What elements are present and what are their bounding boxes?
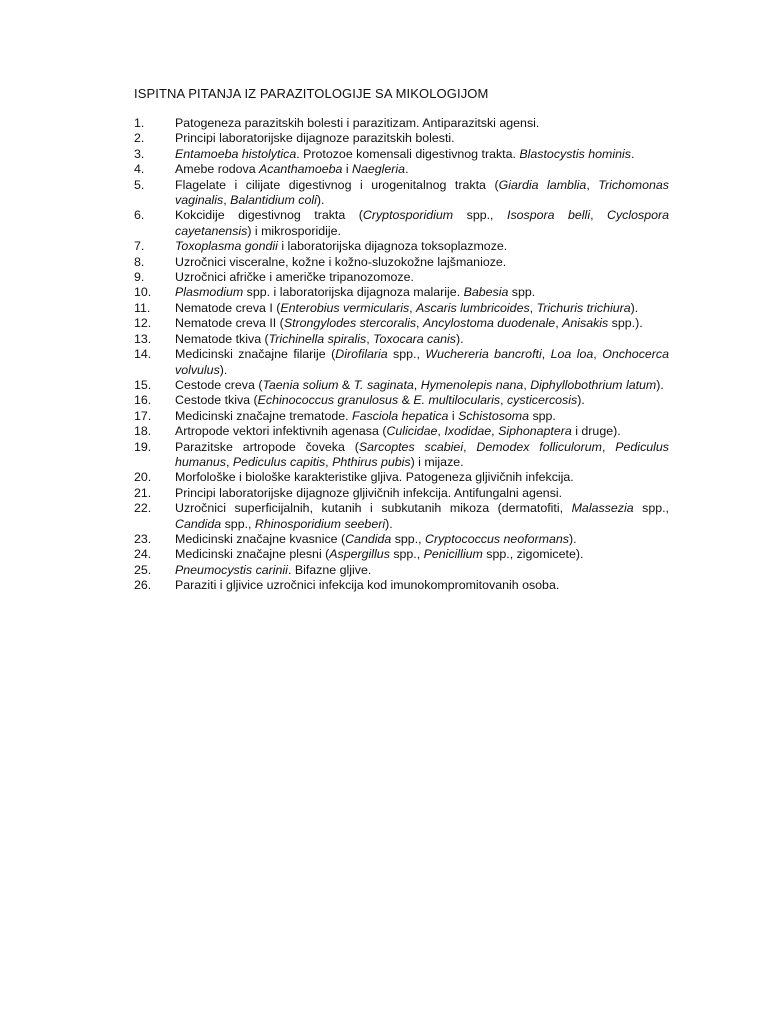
species-name: Plasmodium — [175, 285, 244, 300]
question-text-segment: spp., — [391, 531, 426, 546]
question-item — [134, 409, 669, 424]
question-text-segment: spp. — [529, 408, 556, 423]
species-name: Sarcoptes scabiei — [358, 439, 464, 454]
species-name: Toxoplasma gondii — [175, 239, 278, 254]
question-item — [134, 285, 669, 300]
question-text-segment: Flagelate i cilijate digestivnog i urogenitalnog trakta ( — [175, 177, 499, 192]
question-item — [134, 131, 669, 146]
question-item — [134, 393, 669, 408]
question-item — [134, 347, 669, 378]
question-text-segment: , — [541, 347, 551, 362]
question-text — [175, 501, 669, 530]
question-number: 17. — [134, 408, 152, 423]
question-text-segment: ). — [385, 516, 393, 531]
question-text-segment: , — [555, 316, 563, 331]
species-name: Hymenolepis nana — [420, 377, 524, 392]
question-text — [175, 393, 585, 407]
question-text-segment: ) i mijaze. — [410, 454, 464, 469]
question-item — [134, 316, 669, 331]
question-text-segment: Medicinski značajne filarije ( — [175, 347, 336, 362]
species-name: Dirofilaria — [335, 347, 388, 362]
question-item — [134, 486, 669, 501]
question-text-segment: Nematode creva I ( — [175, 300, 281, 315]
species-name: Enterobius vermicularis — [280, 300, 410, 315]
question-text-segment: , — [529, 300, 537, 315]
question-text-segment: ). — [577, 393, 585, 408]
question-text — [175, 563, 371, 577]
question-text — [175, 285, 535, 299]
question-text-segment: , — [413, 377, 421, 392]
species-name: Phthirus pubis — [332, 454, 411, 469]
question-text-segment: Principi laboratorijske dijagnoze gljivičnih infekcija. Antifungalni agensi. — [175, 485, 563, 500]
question-item — [134, 116, 669, 131]
question-text-segment: spp., — [389, 547, 424, 562]
question-text-segment: , — [437, 424, 445, 439]
question-number: 21. — [134, 485, 152, 500]
question-text-segment: i — [448, 408, 459, 423]
question-text-segment: i druge). — [571, 424, 621, 439]
question-text — [175, 486, 562, 500]
question-text-segment: . Bifazne gljive. — [287, 562, 372, 577]
species-name: Wuchereria bancrofti — [425, 347, 542, 362]
question-text — [175, 116, 539, 130]
species-name: Balantidium coli — [230, 193, 317, 208]
question-text-segment: Paraziti i gljivice uzročnici infekcija kod imunokompromitovanih osoba. — [175, 578, 560, 593]
species-name: Penicillium — [423, 547, 483, 562]
question-text — [175, 131, 455, 145]
question-number: 8. — [134, 254, 145, 269]
question-number: 11. — [134, 300, 151, 315]
species-name: Taenia solium — [262, 377, 339, 392]
question-item — [134, 378, 669, 393]
question-text — [175, 316, 643, 330]
species-name: Giardia lamblia — [498, 177, 587, 192]
question-list — [134, 116, 669, 594]
question-number: 24. — [134, 547, 152, 562]
species-name: Pediculus capitis — [232, 454, 326, 469]
species-name: Aspergillus — [329, 547, 390, 562]
question-number: 19. — [134, 439, 152, 454]
question-item — [134, 178, 669, 209]
question-text-segment: , — [366, 331, 374, 346]
question-text-segment: Cestode creva ( — [175, 377, 263, 392]
question-text-segment: Patogeneza parazitskih bolesti i parazitizam. Antiparazitski agensi. — [175, 116, 540, 130]
question-item — [134, 208, 669, 239]
question-item — [134, 270, 669, 285]
question-text — [175, 239, 507, 253]
question-item — [134, 301, 669, 316]
question-item — [134, 162, 669, 177]
question-text-segment: ). — [316, 193, 325, 208]
question-number: 4. — [134, 162, 145, 177]
question-number: 26. — [134, 578, 152, 593]
species-name: Rhinosporidium seeberi — [254, 516, 386, 531]
question-text — [175, 532, 577, 546]
question-text-segment: spp. — [508, 285, 536, 300]
question-text — [175, 162, 409, 176]
species-name: Ancylostoma duodenale — [422, 316, 556, 331]
species-name: Demodex folliculorum — [476, 439, 602, 454]
question-text-segment: & — [398, 393, 414, 408]
species-name: Blastocystis hominis — [519, 146, 631, 161]
question-text-segment: ). — [455, 331, 464, 346]
species-name: Cyclospora cayetanensis — [175, 208, 670, 238]
question-text-segment: , — [590, 208, 608, 223]
question-text — [175, 347, 669, 376]
question-text — [175, 424, 621, 438]
question-number: 6. — [134, 208, 145, 223]
species-name: Isospora belli — [507, 208, 591, 223]
question-text-segment: Principi laboratorijske dijagnoze parazitskih bolesti. — [175, 131, 455, 146]
question-text-segment: spp.). — [608, 316, 643, 331]
species-name: Cryptosporidium — [362, 208, 454, 223]
question-text-segment: , — [463, 439, 477, 454]
question-item — [134, 547, 669, 562]
question-text-segment: i — [342, 162, 353, 177]
species-name: Echinococcus granulosus — [257, 393, 399, 408]
question-text-segment: , — [223, 193, 231, 208]
question-text-segment: , — [225, 454, 233, 469]
species-name: Cryptococcus neoformans — [425, 531, 569, 546]
question-text — [175, 255, 506, 269]
species-name: Diphyllobothrium latum — [530, 377, 657, 392]
species-name: Loa loa — [550, 347, 594, 362]
question-number: 9. — [134, 270, 145, 285]
question-text-segment: Amebe rodova — [175, 162, 260, 177]
question-number: 2. — [134, 131, 145, 146]
question-text-segment: . Protozoe komensali digestivnog trakta. — [296, 146, 520, 161]
question-number: 25. — [134, 562, 152, 577]
question-text-segment: , — [523, 377, 531, 392]
question-text-segment: spp., — [387, 347, 426, 362]
question-text-segment: Uzročnici visceralne, kožne i kožno-sluzokožne lajšmanioze. — [175, 254, 507, 269]
question-text — [175, 301, 638, 315]
species-name: Fasciola hepatica — [352, 408, 449, 423]
question-text-segment: spp., — [221, 516, 255, 531]
question-item — [134, 470, 669, 485]
question-text — [175, 270, 414, 284]
question-item — [134, 578, 669, 593]
species-name: Siphonaptera — [498, 424, 572, 439]
species-name: Trichomonas vaginalis — [175, 177, 669, 208]
species-name: Culicidae — [386, 424, 438, 439]
species-name: E. multilocularis — [413, 393, 501, 408]
species-name: Schistosoma — [458, 408, 530, 423]
question-text-segment: spp., — [453, 208, 507, 223]
question-number: 20. — [134, 470, 152, 485]
question-text-segment: Morfološke i biološke karakteristike gljiva. Patogeneza gljivičnih infekcija. — [175, 470, 574, 485]
question-item — [134, 239, 669, 254]
species-name: Strongylodes stercoralis — [283, 316, 417, 331]
question-number: 16. — [134, 393, 152, 408]
species-name: Acanthamoeba — [259, 162, 343, 177]
question-text-segment: , — [500, 393, 507, 408]
question-text-segment: ). — [219, 362, 228, 377]
question-text-segment: ). — [656, 377, 664, 392]
question-item — [134, 501, 669, 532]
question-text — [175, 332, 464, 346]
question-text-segment: , — [325, 454, 333, 469]
question-text-segment: Uzročnici superficijalnih, kutanih i subkutanih mikoza (dermatofiti, — [175, 501, 572, 516]
species-name: Babesia — [463, 285, 509, 300]
species-name: T. saginata — [353, 377, 414, 392]
question-number: 1. — [134, 116, 145, 130]
question-number: 23. — [134, 531, 152, 546]
question-text — [175, 178, 669, 207]
question-text-segment: spp., zigomicete). — [482, 547, 584, 562]
question-text-segment: Medicinski značajne trematode. — [175, 408, 352, 423]
species-name: Candida — [345, 531, 392, 546]
question-text-segment: Medicinski značajne kvasnice ( — [175, 531, 346, 546]
question-text-segment: , — [586, 177, 599, 192]
question-text-segment: , — [593, 347, 603, 362]
question-text-segment: ). — [568, 531, 577, 546]
question-text — [175, 378, 664, 392]
species-name: Entamoeba histolytica — [175, 146, 297, 161]
question-text-segment: Kokcidije digestivnog trakta ( — [175, 208, 363, 223]
species-name: Ascaris lumbricoides — [416, 300, 530, 315]
question-number: 22. — [134, 501, 152, 516]
species-name: Trichuris trichiura — [536, 300, 631, 315]
question-item — [134, 440, 669, 471]
question-text-segment: & — [338, 377, 354, 392]
species-name: Malassezia — [571, 501, 634, 516]
question-text-segment: ). — [630, 300, 639, 315]
question-text-segment: Artropode vektori infektivnih agenasa ( — [175, 424, 387, 439]
question-number: 18. — [134, 424, 152, 439]
question-number: 10. — [134, 285, 152, 300]
question-text-segment: . — [630, 146, 635, 161]
question-text-segment: spp., — [633, 501, 670, 516]
question-text-segment: i laboratorijska dijagnoza toksoplazmoze. — [277, 239, 508, 254]
question-text-segment: ) i mikrosporidije. — [247, 223, 341, 238]
question-text — [175, 547, 583, 561]
question-number: 12. — [134, 316, 152, 331]
question-item — [134, 563, 669, 578]
question-text-segment: Cestode tkiva ( — [175, 393, 258, 408]
question-item — [134, 332, 669, 347]
species-name: Anisakis — [562, 316, 609, 331]
question-item — [134, 532, 669, 547]
question-text-segment: Medicinski značajne plesni ( — [175, 547, 330, 562]
species-name: Candida — [175, 516, 222, 531]
question-item — [134, 147, 669, 162]
question-text-segment: , — [601, 439, 616, 454]
question-number: 15. — [134, 377, 152, 392]
species-name: Ixodidae — [444, 424, 492, 439]
question-text — [175, 147, 634, 161]
species-name: Trichinella spiralis — [268, 331, 367, 346]
species-name: cysticercosis — [506, 393, 578, 408]
question-text-segment: . — [405, 162, 409, 177]
question-text-segment: , — [416, 316, 423, 331]
question-number: 13. — [134, 331, 152, 346]
document-title: ISPITNA PITANJA IZ PARAZITOLOGIJE SA MIKOLOGIJOM — [134, 86, 489, 101]
question-text-segment: Uzročnici afričke i američke tripanozomoze. — [175, 270, 414, 285]
question-text-segment: , — [491, 424, 499, 439]
question-text — [175, 440, 669, 469]
species-name: Naegleria — [352, 162, 406, 177]
question-text — [175, 470, 574, 484]
species-name: Onchocerca volvulus — [175, 347, 669, 377]
species-name: Pneumocystis carinii — [175, 562, 288, 577]
species-name: Toxocara canis — [373, 331, 456, 346]
question-text-segment: Parazitske artropode čoveka ( — [175, 439, 359, 454]
question-number: 14. — [134, 347, 152, 362]
question-number: 3. — [134, 146, 145, 161]
question-item — [134, 424, 669, 439]
species-name: Pediculus humanus — [175, 439, 669, 469]
question-text — [175, 578, 559, 592]
question-text-segment: , — [409, 300, 417, 315]
question-text-segment: Nematode creva II ( — [175, 316, 284, 331]
question-text — [175, 208, 669, 237]
question-text-segment: spp. i laboratorijska dijagnoza malarije. — [243, 285, 464, 300]
question-item — [134, 255, 669, 270]
question-number: 5. — [134, 177, 145, 192]
question-number: 7. — [134, 239, 145, 254]
question-text — [175, 409, 556, 423]
question-text-segment: Nematode tkiva ( — [175, 331, 269, 346]
